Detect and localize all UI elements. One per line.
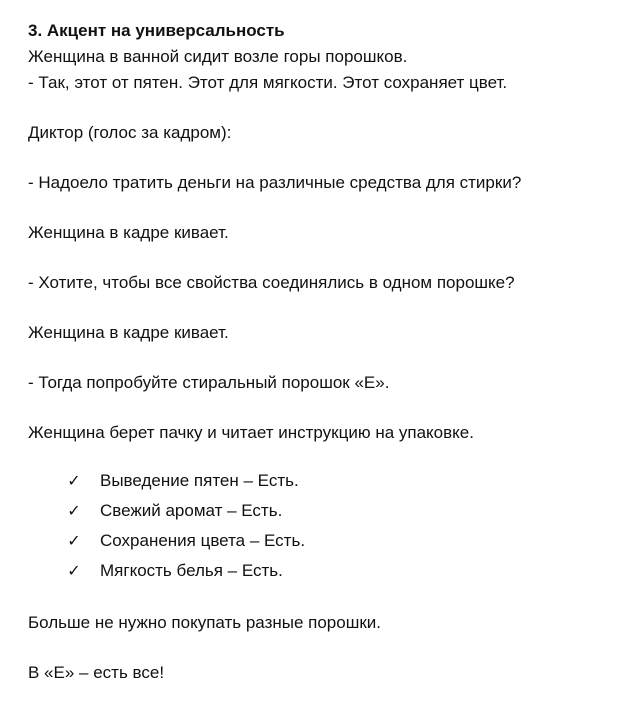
document-page	[28, 18, 628, 686]
closing-line-1: Больше не нужно покупать разные порошки.	[28, 613, 382, 632]
checklist-item	[28, 556, 628, 586]
feature-checklist	[28, 466, 628, 586]
paragraph-offer: - Тогда попробуйте стиральный порошок «Е».	[28, 373, 390, 392]
paragraph-question-1: - Надоело тратить деньги на различные средства для стирки?	[28, 173, 522, 192]
paragraph-nod-2: Женщина в кадре кивает.	[28, 323, 229, 342]
checkmark-icon: ✓	[67, 501, 81, 520]
closing-line-2: В «Е» – есть все!	[28, 663, 165, 682]
checklist-item	[28, 496, 628, 526]
checkmark-icon: ✓	[67, 561, 81, 580]
paragraph-announcer: Диктор (голос за кадром):	[28, 123, 232, 142]
checklist-item-label: Выведение пятен – Есть.	[100, 471, 299, 490]
checklist-item	[28, 526, 628, 556]
intro-line-2: - Так, этот от пятен. Этот для мягкости. Этот сохраняет цвет.	[28, 73, 508, 92]
paragraph-instruction: Женщина берет пачку и читает инструкцию на упаковке.	[28, 423, 474, 442]
paragraph-question-2: - Хотите, чтобы все свойства соединялись в одном порошке?	[28, 273, 515, 292]
intro-line-1: Женщина в ванной сидит возле горы порошков.	[28, 47, 408, 66]
section-heading: 3. Акцент на универсальность	[28, 21, 285, 40]
checklist-item-label: Сохранения цвета – Есть.	[100, 531, 306, 550]
checklist-item	[28, 466, 628, 496]
checkmark-icon: ✓	[67, 471, 81, 490]
checklist-item-label: Свежий аромат – Есть.	[100, 501, 283, 520]
paragraph-nod-1: Женщина в кадре кивает.	[28, 223, 229, 242]
checkmark-icon: ✓	[67, 531, 81, 550]
checklist-item-label: Мягкость белья – Есть.	[100, 561, 283, 580]
